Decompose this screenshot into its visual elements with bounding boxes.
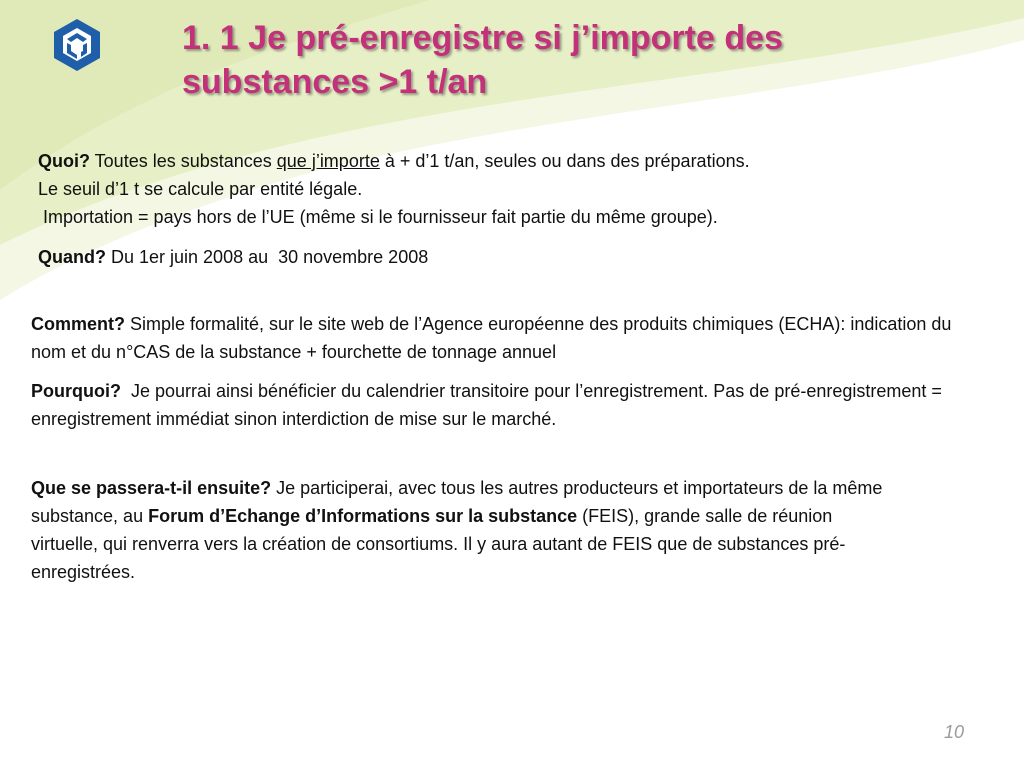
comment-section [31,310,976,366]
ensuite-text-b: (FEIS), grande salle de réunion virtuelle, qui renverra vers la création de consortiums. Il y aura autant de FEIS que de substances pré-enregistrées. [31,506,846,582]
quoi-text-a: Toutes les substances [90,151,277,171]
quoi-underlined-text: que j’importe [276,151,380,171]
comment-label: Comment? [31,314,125,334]
pourquoi-section [31,377,976,433]
pourquoi-text: Je pourrai ainsi bénéficier du calendrier transitoire pour l’enregistrement. Pas de pré-enregistrement = enregistrement immédiat sinon interdiction de mise sur le marché. [31,381,947,429]
ensuite-text-a: Je participerai, avec tous les autres producteurs et importateurs de la même substance, au [31,478,883,526]
comment-text: Simple formalité, sur le site web de l’Agence européenne des produits chimiques (ECHA): indication du nom et du n°CAS de la substance + fourchette de tonnage annuel [31,314,952,362]
quand-label: Quand? [38,247,106,267]
ensuite-section [31,474,886,586]
quoi-line-1 [38,147,998,175]
quoi-line-3: Importation = pays hors de l’UE (même si le fournisseur fait partie du même groupe). [38,207,718,227]
quoi-line-2: Le seuil d’1 t se calcule par entité légale. [38,179,363,199]
page-number: 10 [943,722,964,742]
quoi-section [38,147,998,231]
ensuite-bold-text: Forum d’Echange d’Informations sur la substance [148,506,578,526]
organization-logo-icon [52,18,102,72]
pourquoi-label: Pourquoi? [31,381,121,401]
ensuite-label: Que se passera-t-il ensuite? [31,478,272,498]
quand-section [38,243,998,271]
quoi-text-b: à + d’1 t/an, seules ou dans des préparations. [379,151,750,171]
slide-title: 1. 1 Je pré-enregistre si j’importe des substances >1 t/an [182,19,783,101]
quand-text: Du 1er juin 2008 au 30 novembre 2008 [106,247,429,267]
quoi-label: Quoi? [38,151,90,171]
